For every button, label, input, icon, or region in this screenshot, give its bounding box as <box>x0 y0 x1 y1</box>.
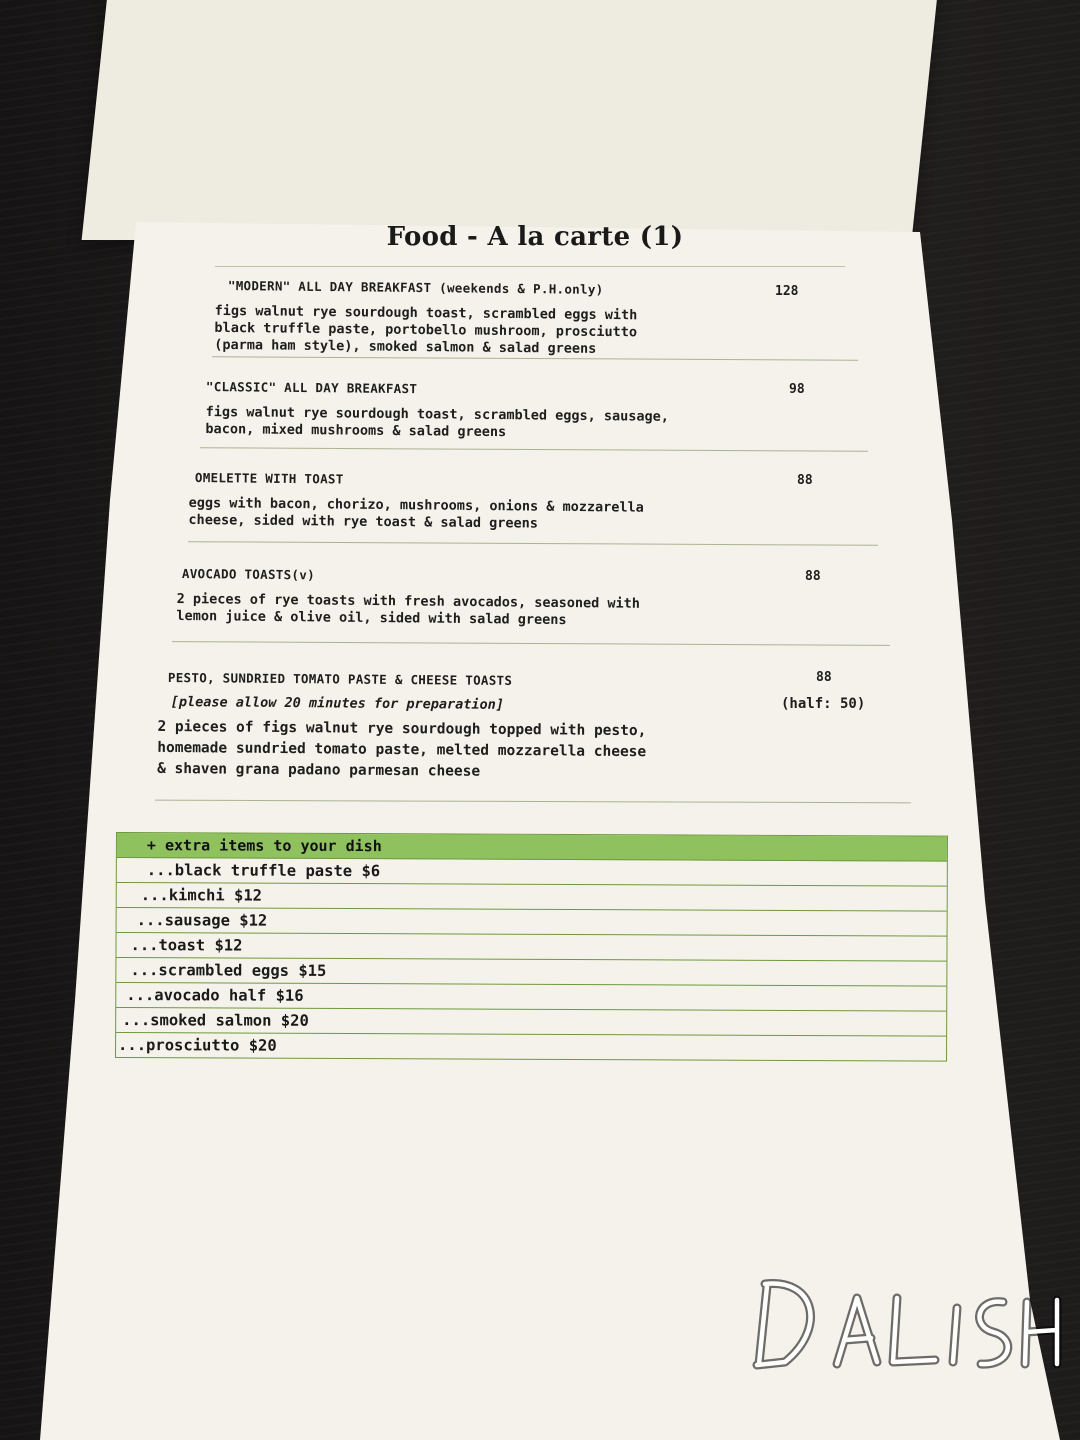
extras-header: + extra items to your dish <box>117 833 947 862</box>
menu-item-description: 2 pieces of figs walnut rye sourdough topped with pesto, homemade sundried tomato paste, melted mozzarella cheese & shaven grana padano parmesan cheese <box>157 718 647 780</box>
menu-item-name: AVOCADO TOASTS(v) <box>181 566 316 583</box>
menu-item-name: OMELETTE WITH TOAST <box>194 470 344 487</box>
extras-row: ...smoked salmon $20 <box>116 1008 946 1037</box>
menu-item-price: 128 <box>775 284 799 299</box>
menu-item-omelette <box>188 470 644 534</box>
menu-item-pesto-toasts <box>157 670 647 784</box>
extras-row: ...scrambled eggs $15 <box>116 958 946 987</box>
title-divider <box>215 266 845 267</box>
menu-item-description: 2 pieces of rye toasts with fresh avocados, seasoned with lemon juice & olive oil, sided with salad greens <box>176 590 640 629</box>
menu-item-avocado-toasts <box>176 566 640 630</box>
menu-item-half-price: (half: 50) <box>781 696 866 712</box>
menu-item-description: figs walnut rye sourdough toast, scrambled eggs with black truffle paste, portobello mushroom, prosciutto (parma ham style), smoked salmon & salad greens <box>214 302 638 357</box>
extras-row: ...avocado half $16 <box>116 983 946 1012</box>
extras-row: ...prosciutto $20 <box>118 1036 277 1055</box>
menu-item-classic-breakfast <box>205 379 669 443</box>
menu-item-description: figs walnut rye sourdough toast, scrambled eggs, sausage, bacon, mixed mushrooms & salad greens <box>205 403 669 441</box>
menu-item-description: eggs with bacon, chorizo, mushrooms, onions & mozzarella cheese, sided with rye toast & salad greens <box>188 494 644 532</box>
menu-item-modern-breakfast <box>214 278 638 358</box>
extras-table <box>115 832 948 1062</box>
extras-row: ...kimchi $12 <box>117 883 947 912</box>
extras-row: ...sausage $12 <box>117 908 947 937</box>
menu-item-name: PESTO, SUNDRIED TOMATO PASTE & CHEESE TOASTS <box>167 670 513 689</box>
menu-item-price: 88 <box>797 473 813 488</box>
menu-item-price: 88 <box>816 670 832 685</box>
menu-item-name: "CLASSIC" ALL DAY BREAKFAST <box>205 379 418 397</box>
page-title: Food - A la carte (1) <box>386 222 684 252</box>
extras-row: ...toast $12 <box>116 933 946 962</box>
back-page-bleed-through <box>82 0 940 240</box>
menu-item-name: "MODERN" ALL DAY BREAKFAST (weekends & P.H.only) <box>227 278 604 297</box>
menu-item-prep-note: [please allow 20 minutes for preparation] <box>170 694 505 713</box>
menu-item-price: 98 <box>789 382 805 397</box>
extras-row: ...black truffle paste $6 <box>117 858 947 887</box>
back-page-fold <box>82 0 940 240</box>
dalish-watermark-logo <box>745 1268 1065 1378</box>
menu-item-price: 88 <box>805 569 821 584</box>
